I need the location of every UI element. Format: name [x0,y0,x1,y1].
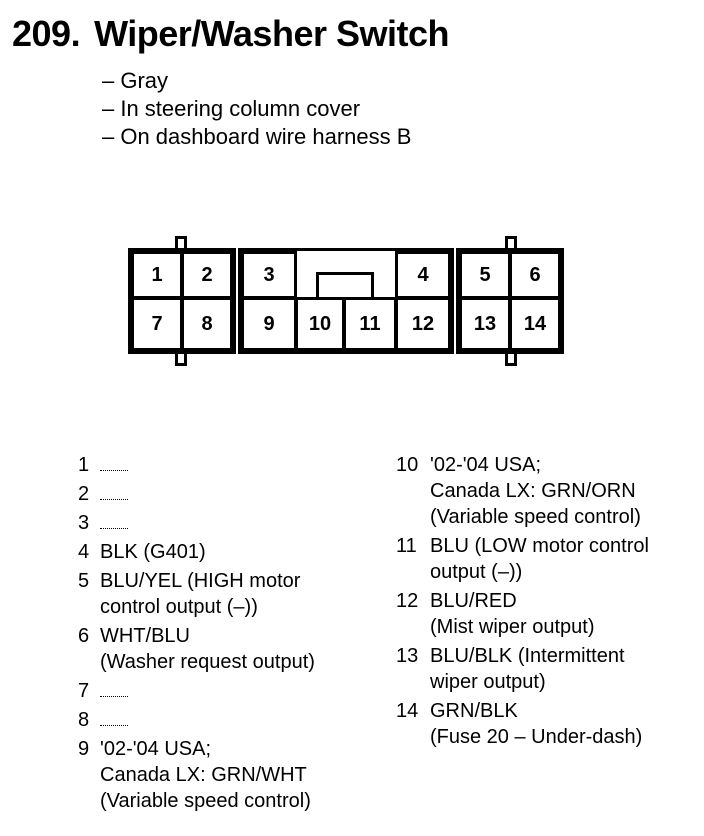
component-notes [102,67,411,151]
pin-row [78,707,378,733]
cavity-9: 9 [241,297,297,351]
note-color: – Gray [102,68,169,93]
pin-number: 6 [78,625,90,647]
component-number: 209. [12,13,81,54]
pin-number: 9 [78,738,90,760]
empty-cavity-mark [100,713,128,726]
pin-description: '02-'04 USA; Canada LX: GRN/ORN (Variable speed control) [430,454,641,528]
component-title: Wiper/Washer Switch [94,13,449,54]
pin-description: WHT/BLU (Washer request output) [100,625,315,673]
empty-cavity-mark [100,458,128,471]
pin-row [78,539,378,565]
empty-cavity-mark [100,516,128,529]
empty-cavity-mark [100,684,128,697]
pin-number: 13 [396,645,419,667]
pin-description: BLU (LOW motor control output (–)) [430,535,649,583]
cavity-14: 14 [509,297,561,351]
note-harness: – On dashboard wire harness B [102,124,412,149]
cavity-10: 10 [295,297,345,351]
cavity-8: 8 [181,297,233,351]
pin-number: 12 [396,590,419,612]
pin-description: '02-'04 USA; Canada LX: GRN/WHT (Variable speed control) [100,738,311,812]
pin-description: BLU/BLK (Intermittent wiper output) [430,645,625,693]
cavity-1: 1 [131,251,183,299]
pin-row [78,510,378,536]
pin-row [396,533,696,585]
pin-number: 5 [78,570,90,592]
pin-description: GRN/BLK (Fuse 20 – Under-dash) [430,700,643,748]
pin-row [396,588,696,640]
cavity-4: 4 [395,251,451,299]
cavity-3: 3 [241,251,297,299]
pin-number: 3 [78,512,90,534]
pin-row [78,452,378,478]
pin-number: 8 [78,709,90,731]
pin-row [396,698,696,750]
pin-number: 7 [78,680,90,702]
pin-row [78,736,378,814]
note-location: – In steering column cover [102,96,361,121]
pin-row [396,452,696,530]
cavity-5: 5 [459,251,511,299]
pin-row [78,623,378,675]
cavity-12: 12 [395,297,451,351]
empty-cavity-mark [100,487,128,500]
pin-row [78,481,378,507]
pin-number: 4 [78,541,90,563]
pin-list-left [78,452,378,817]
pin-number: 1 [78,454,90,476]
pin-row [78,568,378,620]
cavity-7: 7 [131,297,183,351]
cavity-6: 6 [509,251,561,299]
pin-description: BLU/RED (Mist wiper output) [430,590,595,638]
pin-row [396,643,696,695]
pin-row [78,678,378,704]
pin-number: 10 [396,454,419,476]
pin-number: 14 [396,700,419,722]
connector-key [316,272,374,300]
pin-description: BLU/YEL (HIGH motor control output (–)) [100,570,301,618]
pin-description: BLK (G401) [100,541,206,563]
pin-number: 2 [78,483,90,505]
pin-number: 11 [396,535,417,557]
cavity-2: 2 [181,251,233,299]
page-title [12,12,449,56]
cavity-13: 13 [459,297,511,351]
pin-list-right [396,452,696,753]
cavity-11: 11 [343,297,397,351]
